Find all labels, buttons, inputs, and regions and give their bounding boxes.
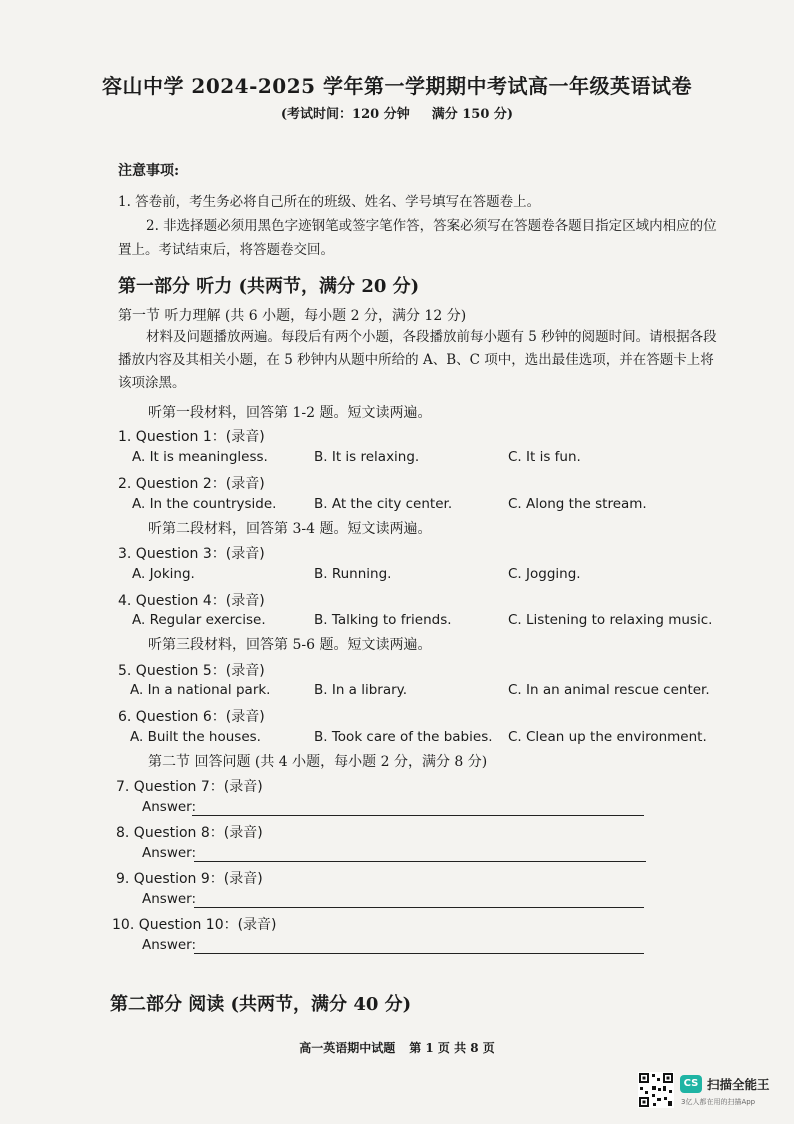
scanner-brand: 扫描全能王 <box>707 1077 770 1092</box>
qr-code-icon <box>638 1072 674 1108</box>
q8-answer-line[interactable] <box>194 861 646 862</box>
q3-option-b: B. Running. <box>314 566 392 582</box>
q1-option-a: A. It is meaningless. <box>132 449 268 465</box>
q4-option-a: A. Regular exercise. <box>132 612 266 628</box>
camscanner-logo-icon: CS <box>680 1075 702 1093</box>
q9-answer-line[interactable] <box>194 907 644 908</box>
q2-option-a: A. In the countryside. <box>132 496 277 512</box>
q2-option-b: B. At the city center. <box>314 496 453 512</box>
page-footer <box>0 1039 794 1056</box>
question-2: 2. Question 2：(录音) <box>118 476 265 492</box>
q6-option-c: C. Clean up the environment. <box>508 729 707 745</box>
listen-instruction-2: 听第二段材料，回答第 3-4 题。短文读两遍。 <box>148 521 432 537</box>
q2-option-c: C. Along the stream. <box>508 496 647 512</box>
question-9: 9. Question 9：(录音) <box>116 871 263 887</box>
q5-option-c: C. In an animal rescue center. <box>508 682 710 698</box>
q1-option-b: B. It is relaxing. <box>314 449 420 465</box>
part2-title: 第二部分 阅读 (共两节，满分 40 分) <box>110 994 412 1015</box>
question-1: 1. Question 1：(录音) <box>118 429 265 445</box>
q10-answer-line[interactable] <box>194 953 644 954</box>
question-3: 3. Question 3：(录音) <box>118 546 265 562</box>
question-7: 7. Question 7：(录音) <box>116 779 263 795</box>
listen-instruction-1: 听第一段材料，回答第 1-2 题。短文读两遍。 <box>148 405 432 421</box>
q3-option-a: A. Joking. <box>132 566 195 582</box>
scanner-tagline: 3亿人都在用的扫描App <box>681 1098 756 1106</box>
question-4: 4. Question 4：(录音) <box>118 593 265 609</box>
section1-title: 第一节 听力理解 (共 6 小题，每小题 2 分，满分 12 分) <box>118 308 467 324</box>
section2-title: 第二节 回答问题 (共 4 小题，每小题 2 分，满分 8 分) <box>148 754 488 770</box>
q3-option-c: C. Jogging. <box>508 566 581 582</box>
q4-option-b: B. Talking to friends. <box>314 612 452 628</box>
part1-title: 第一部分 听力 (共两节，满分 20 分) <box>118 276 420 297</box>
q10-answer-label: Answer: <box>142 937 197 953</box>
q7-answer-line[interactable] <box>192 815 644 816</box>
notice-title: 注意事项: <box>118 163 180 179</box>
q5-option-a: A. In a national park. <box>130 682 271 698</box>
q6-option-b: B. Took care of the babies. <box>314 729 493 745</box>
footer-page: 第 1 页 共 8 页 <box>409 1041 495 1055</box>
q9-answer-label: Answer: <box>142 891 197 907</box>
section1-instructions: 材料及问题播放两遍。每段后有两个小题，各段播放前每小题有 5 秒钟的阅题时间。请根据各段播放内容及其相关小题，在 5 秒钟内从题中所给的 A、B、C 项中，选出最佳选项，并在答题卡上将该项涂黑。 <box>118 329 717 391</box>
exam-title: 容山中学 2024-2025 学年第一学期期中考试高一年级英语试卷 <box>101 74 693 98</box>
q4-option-c: C. Listening to relaxing music. <box>508 612 713 628</box>
notice-item-1: 1. 答卷前，考生务必将自己所在的班级、姓名、学号填写在答题卷上。 <box>118 194 541 210</box>
exam-subtitle <box>0 103 794 122</box>
question-5: 5. Question 5：(录音) <box>118 663 265 679</box>
listen-instruction-3: 听第三段材料，回答第 5-6 题。短文读两遍。 <box>148 637 432 653</box>
exam-time: (考试时间：120 分钟 <box>280 107 410 122</box>
notice-item-2: 2. 非选择题必须用黑色字迹钢笔或签字笔作答，答案必须写在答题卷各题目指定区域内相应的位置上。考试结束后，将答题卷交回。 <box>118 218 717 258</box>
exam-score: 满分 150 分) <box>431 107 514 122</box>
q1-option-c: C. It is fun. <box>508 449 581 465</box>
q7-answer-label: Answer: <box>142 799 197 815</box>
q6-option-a: A. Built the houses. <box>130 729 261 745</box>
question-6: 6. Question 6：(录音) <box>118 709 265 725</box>
question-8: 8. Question 8：(录音) <box>116 825 263 841</box>
q5-option-b: B. In a library. <box>314 682 408 698</box>
question-10: 10. Question 10：(录音) <box>112 917 277 933</box>
q8-answer-label: Answer: <box>142 845 197 861</box>
footer-subject: 高一英语期中试题 <box>299 1041 396 1055</box>
